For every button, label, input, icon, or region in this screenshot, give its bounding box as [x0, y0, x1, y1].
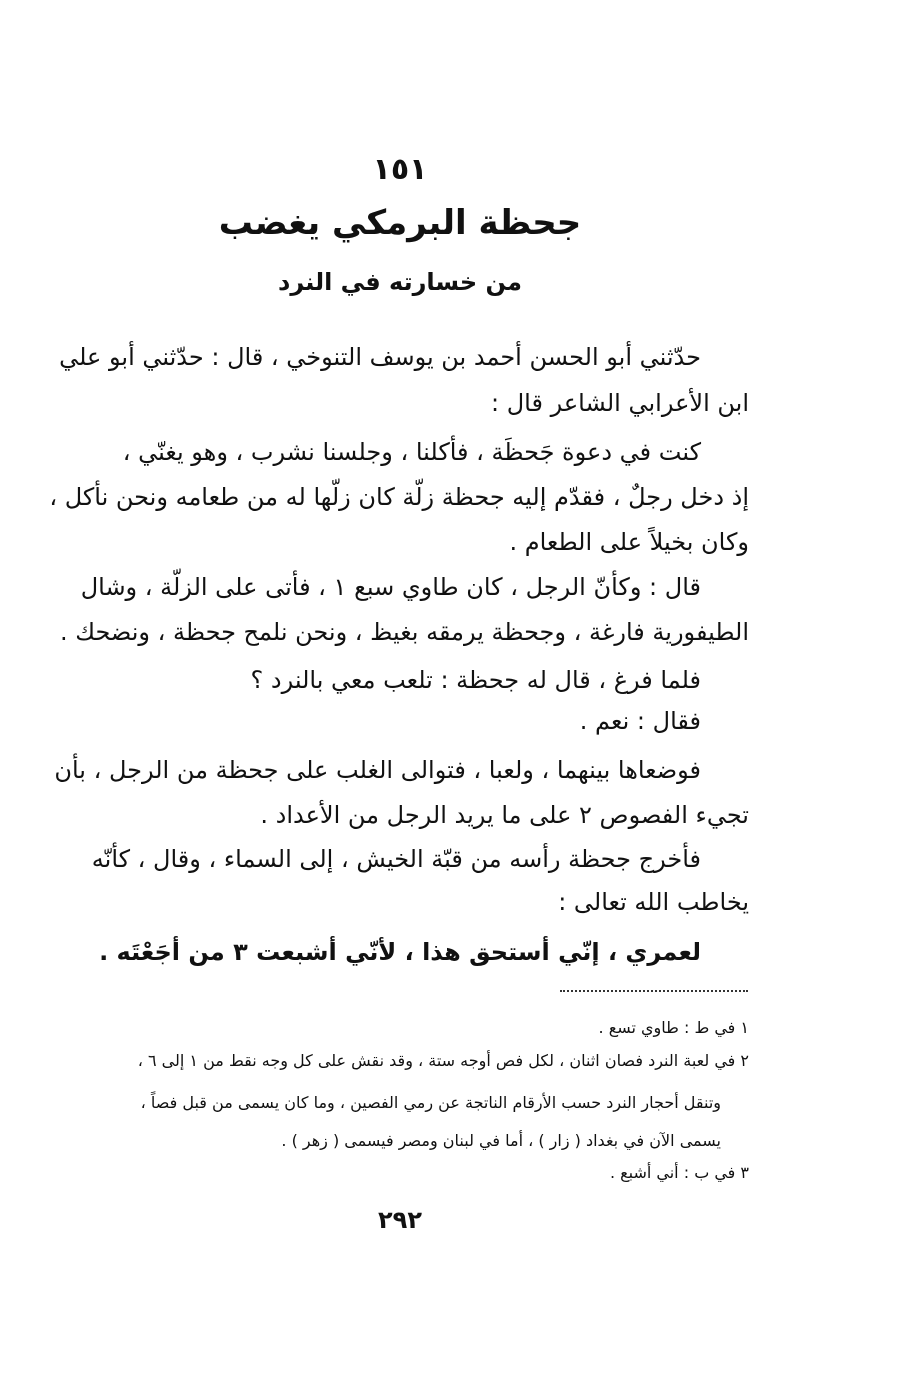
story-number: ١٥١: [372, 152, 428, 187]
footnote-line: وتنقل أحجار النرد حسب الأرقام الناتجة عن رمي الفصين ، وما كان يسمى من قبل فصاً ،: [140, 1093, 721, 1112]
page-number: ٢٩٢: [378, 1206, 422, 1234]
body-line: وكان بخيلاً على الطعام .: [509, 528, 749, 556]
body-line: فقال : نعم .: [579, 707, 701, 735]
body-line: يخاطب الله تعالى :: [558, 888, 749, 916]
body-line: إذ دخل رجلٌ ، فقدّم إليه جحظة زلّة كان زلّها له من طعامه ونحن نأكل ،: [49, 483, 749, 511]
footnote-line: ٢ في لعبة النرد فصان اثنان ، لكل فص أوجه ستة ، وقد نقش على كل وجه نقط من ١ إلى ٦ ،: [137, 1051, 749, 1070]
body-line: قال : وكأنّ الرجل ، كان طاوي سبع ١ ، فأتى على الزلّة ، وشال: [80, 573, 701, 601]
verse-line: لعمري ، إنّي أستحق هذا ، لأنّي أشبعت ٣ من أجَعْتَه .: [99, 938, 701, 966]
footnote-line: يسمى الآن في بغداد ( زار ) ، أما في لبنان ومصر فيسمى ( زهر ) .: [281, 1131, 721, 1150]
story-title: جحظة البرمكي يغضب: [218, 203, 582, 243]
story-subtitle: من خسارته في النرد: [278, 268, 522, 296]
body-line: ابن الأعرابي الشاعر قال :: [491, 389, 749, 417]
body-line: الطيفورية فارغة ، وجحظة يرمقه بغيظ ، ونحن نلمح جحظة ، ونضحك .: [59, 618, 749, 646]
body-line: تجيء الفصوص ٢ على ما يريد الرجل من الأعداد .: [260, 801, 749, 829]
footnote-line: ٣ في ب : أني أشبع .: [609, 1163, 749, 1182]
body-line: كنت في دعوة جَحظَة ، فأكلنا ، وجلسنا نشرب ، وهو يغنّي ،: [122, 438, 701, 466]
body-line: فأخرج جحظة رأسه من قبّة الخيش ، إلى السماء ، وقال ، كأنّه: [91, 845, 701, 873]
footnote-line: ١ في ط : طاوي تسع .: [598, 1018, 749, 1037]
body-line: حدّثني أبو الحسن أحمد بن يوسف التنوخي ، قال : حدّثني أبو علي: [59, 343, 701, 371]
body-line: فلما فرغ ، قال له جحظة : تلعب معي بالنرد ؟: [250, 666, 701, 694]
footnote-separator: [560, 990, 748, 992]
body-line: فوضعاها بينهما ، ولعبا ، فتوالى الغلب على جحظة من الرجل ، بأن: [54, 756, 701, 784]
